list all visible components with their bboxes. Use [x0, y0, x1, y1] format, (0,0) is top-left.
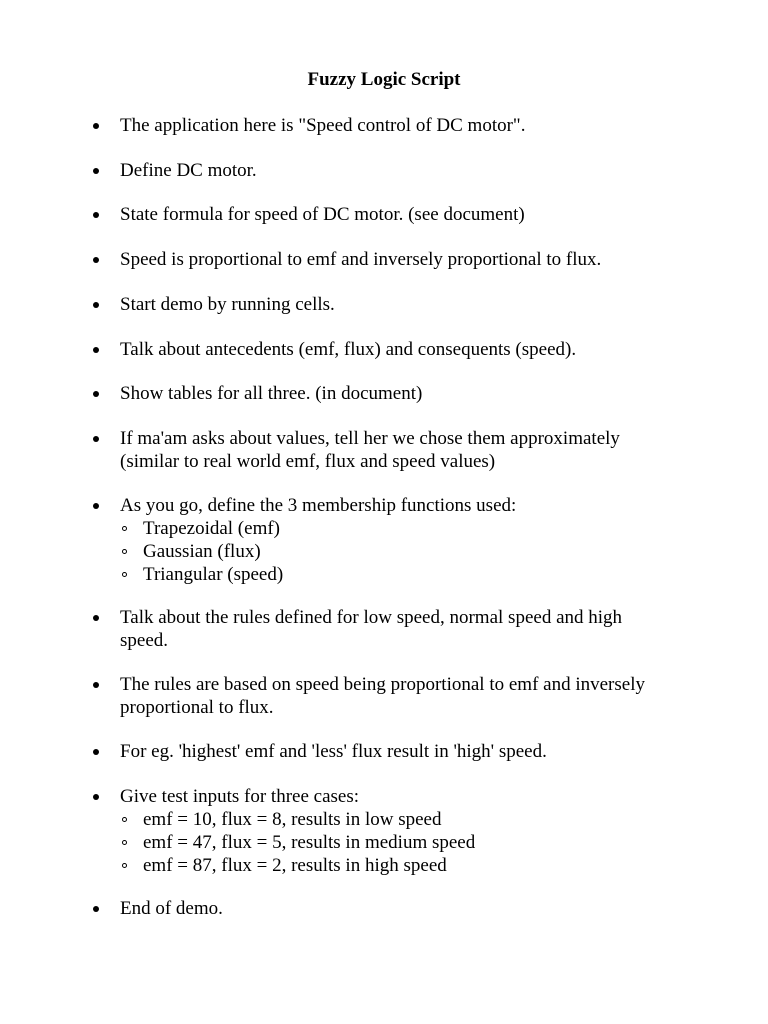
- list-item: [120, 114, 720, 137]
- list-item: [120, 293, 720, 316]
- list-item-text: As you go, define the 3 membership functions used:: [120, 495, 517, 516]
- bullet-icon: [93, 749, 99, 755]
- list-item: [120, 897, 720, 920]
- list-item: [120, 248, 720, 271]
- list-item: [120, 606, 720, 652]
- list-item-text: Talk about the rules defined for low speed, normal speed and high: [120, 607, 623, 628]
- bullet-icon: [93, 503, 99, 509]
- list-item-text: State formula for speed of DC motor. (see document): [120, 204, 525, 225]
- sub-list-item-text: Gaussian (flux): [143, 541, 261, 562]
- circle-bullet-icon: [122, 840, 127, 845]
- list-item-text: If ma'am asks about values, tell her we chose them approximately: [120, 428, 620, 449]
- list-item-text: Show tables for all three. (in document): [120, 383, 423, 404]
- circle-bullet-icon: [122, 526, 127, 531]
- document-title: Fuzzy Logic Script: [307, 69, 461, 90]
- list-item-text: For eg. 'highest' emf and 'less' flux result in 'high' speed.: [120, 741, 547, 762]
- list-item-text: The rules are based on speed being proportional to emf and inversely: [120, 674, 645, 695]
- list-item: [120, 740, 720, 763]
- bullet-icon: [93, 794, 99, 800]
- bullet-icon: [93, 906, 99, 912]
- list-item: [120, 673, 720, 719]
- list-item-text: Speed is proportional to emf and inversely proportional to flux.: [120, 249, 602, 270]
- circle-bullet-icon: [122, 863, 127, 868]
- sub-list-item: [120, 854, 720, 877]
- list-item-text: Give test inputs for three cases:: [120, 786, 360, 807]
- sub-list-item: [120, 808, 720, 831]
- sub-list-item: [120, 563, 720, 586]
- bullet-icon: [93, 347, 99, 353]
- sub-list-item: [120, 517, 720, 540]
- list-item: [120, 494, 720, 586]
- list-item-text: proportional to flux.: [120, 697, 274, 718]
- circle-bullet-icon: [122, 549, 127, 554]
- list-item: [120, 382, 720, 405]
- circle-bullet-icon: [122, 817, 127, 822]
- circle-bullet-icon: [122, 572, 127, 577]
- list-item: [120, 427, 720, 473]
- list-item-text: Define DC motor.: [120, 160, 257, 181]
- sub-list-item-text: emf = 47, flux = 5, results in medium speed: [143, 832, 476, 853]
- bullet-icon: [93, 436, 99, 442]
- sub-list-item-text: emf = 10, flux = 8, results in low speed: [143, 809, 442, 830]
- bullet-icon: [93, 123, 99, 129]
- list-item-text: Talk about antecedents (emf, flux) and consequents (speed).: [120, 339, 577, 360]
- list-item-text: Start demo by running cells.: [120, 294, 335, 315]
- list-item: [120, 338, 720, 361]
- bullet-icon: [93, 212, 99, 218]
- bullet-icon: [93, 168, 99, 174]
- sub-list-item-text: Triangular (speed): [143, 564, 284, 585]
- bullet-icon: [93, 391, 99, 397]
- sub-list-item-text: Trapezoidal (emf): [143, 518, 280, 539]
- sub-list-item: [120, 831, 720, 854]
- list-item: [120, 203, 720, 226]
- bullet-icon: [93, 682, 99, 688]
- bullet-icon: [93, 257, 99, 263]
- list-item: [120, 159, 720, 182]
- bullet-icon: [93, 302, 99, 308]
- list-item-text: speed.: [120, 630, 169, 651]
- list-item: [120, 785, 720, 877]
- list-item-text: End of demo.: [120, 898, 223, 919]
- sub-list-item: [120, 540, 720, 563]
- bullet-icon: [93, 615, 99, 621]
- list-item-text: The application here is "Speed control of DC motor".: [120, 115, 526, 136]
- list-item-text: (similar to real world emf, flux and speed values): [120, 451, 496, 472]
- sub-list-item-text: emf = 87, flux = 2, results in high speed: [143, 855, 447, 876]
